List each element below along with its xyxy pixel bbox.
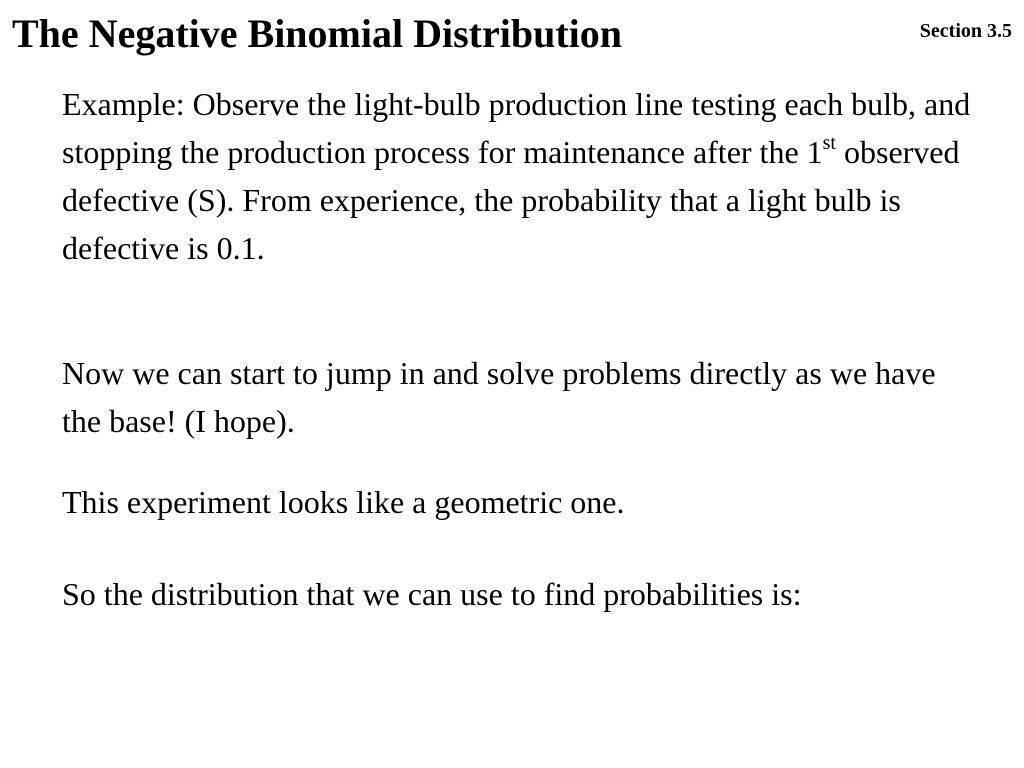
slide-title: The Negative Binomial Distribution — [12, 11, 623, 56]
distribution-paragraph: So the distribution that we can use to find probabilities is: — [62, 576, 802, 612]
example-text-start: Example: Observe the light-bulb production line testing each bulb, and stopping the production process for maintenance after the 1 — [62, 86, 971, 170]
example-text-end: observed defective (S). From experience, the probability that a light bulb is defective is 0.1. — [62, 134, 960, 266]
ordinal-superscript: st — [822, 132, 836, 155]
section-label: Section 3.5 — [919, 20, 1012, 42]
jump-in-paragraph: Now we can start to jump in and solve problems directly as we have the base! (I hope). — [62, 355, 936, 439]
example-paragraph — [62, 80, 972, 272]
geometric-paragraph: This experiment looks like a geometric one. — [62, 484, 625, 520]
